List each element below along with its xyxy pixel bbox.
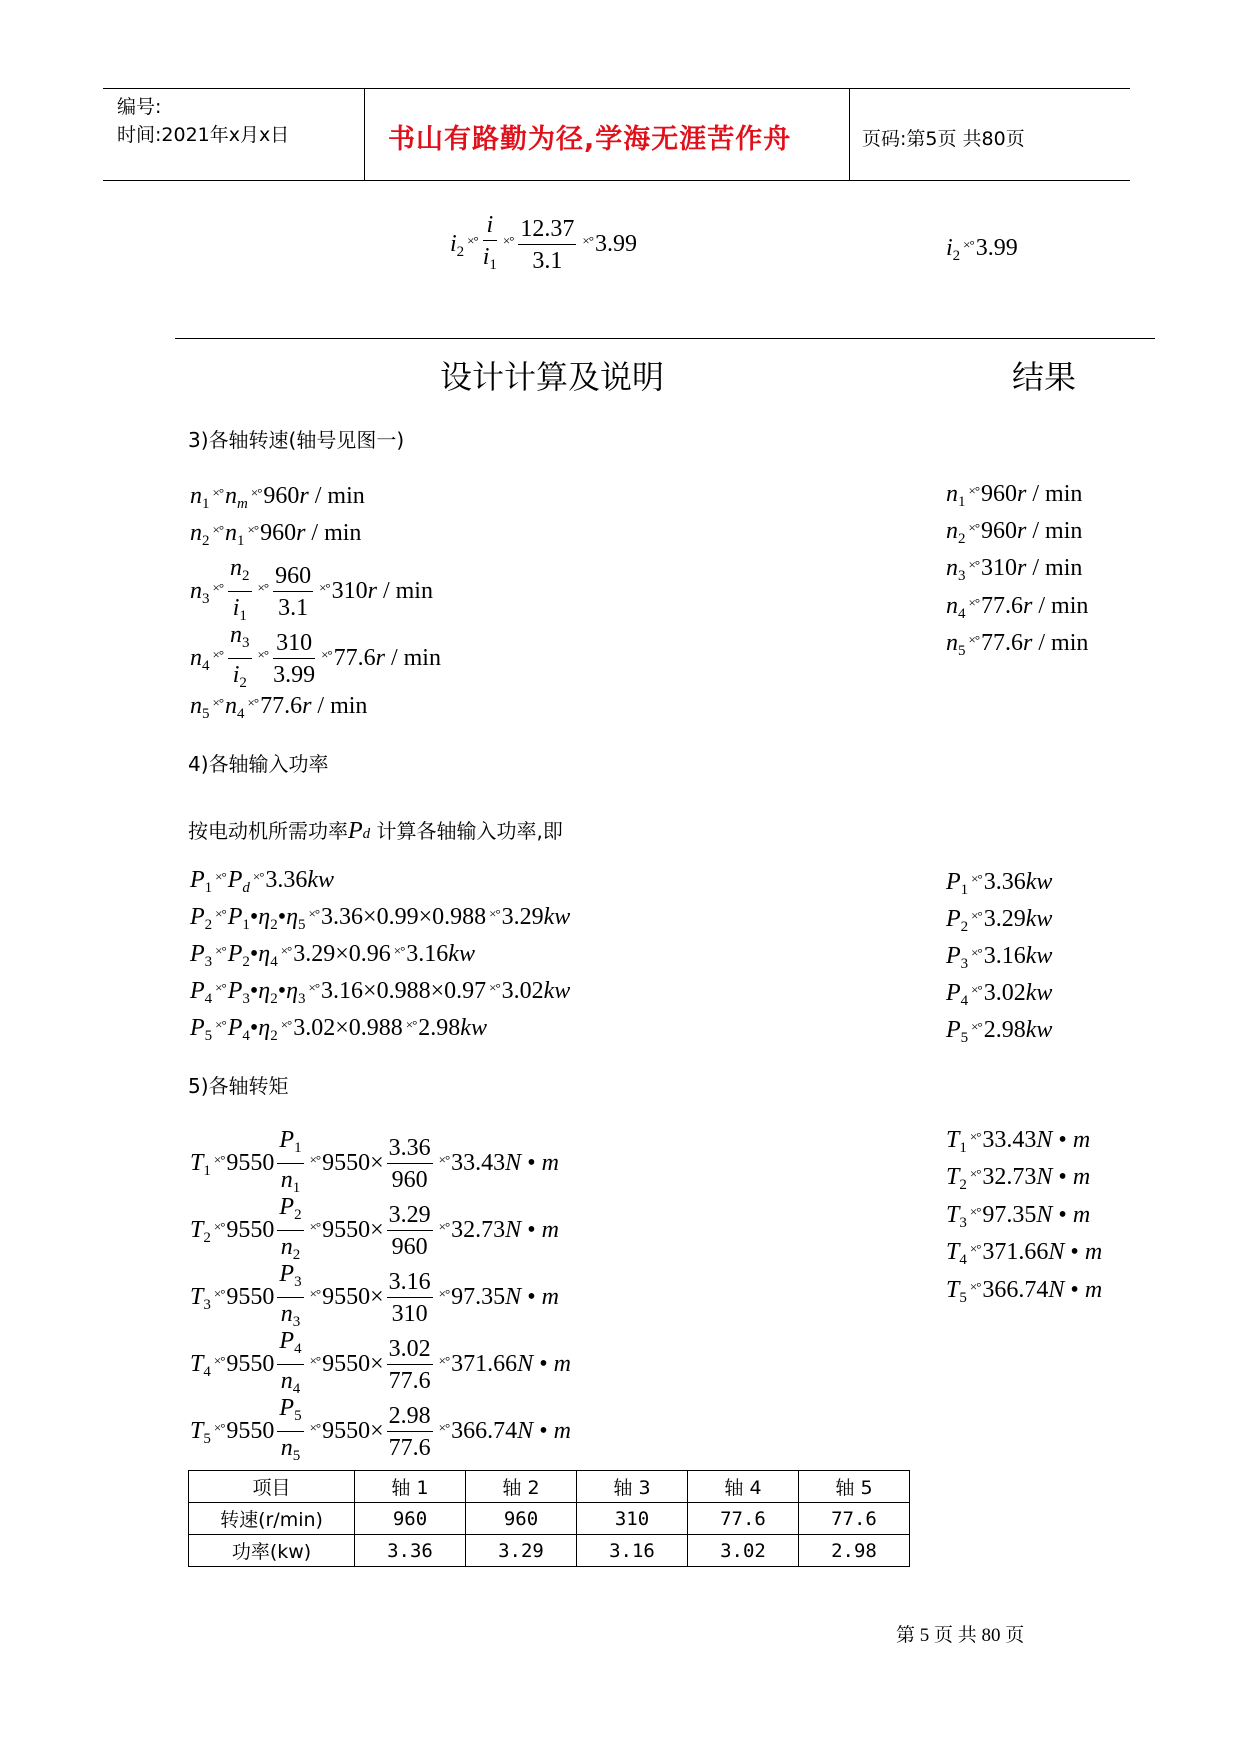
- formula-p5: $P_5^{\times^\circ}P_4•\eta_2^{\times^\circ}3.02\times 0.988$ ×°2.98kw: [190, 1015, 487, 1044]
- formula-n5: $n_5^{\times^\circ}n_4^{\times^\circ}77.6r$ / min: [190, 693, 368, 722]
- formula-t2: $T_2^{\times^\circ}9550$ $\frac{P_2}{n_2}$ ×°9550× $\frac{3.29}{960}$ ×°32.73N • m: [190, 1194, 559, 1263]
- result-t2: $T_2^{\times^\circ}32.73N$ • m: [946, 1164, 1091, 1193]
- formula-n3: $n_3^{\times^\circ}$ $\frac{n_2}{i_1}$ ×° $\frac{960}{3.1}$ ×°310r / min: [190, 555, 433, 624]
- table-header-cell: 轴 3: [577, 1471, 688, 1503]
- formula-i2: $i_2^{\times^\circ}$ $\frac{i}{i_1}$ ×° $\frac{12.37}{3.1}$ ×°3.99: [450, 212, 637, 274]
- result-t5: $T_5^{\times^\circ}366.74N$ • m: [946, 1277, 1103, 1306]
- table-header-cell: 轴 1: [355, 1471, 466, 1503]
- table-header-cell: 轴 5: [799, 1471, 910, 1503]
- result-t4: $T_4^{\times^\circ}371.66N$ • m: [946, 1239, 1103, 1268]
- formula-t3: $T_3^{\times^\circ}9550$ $\frac{P_3}{n_3}$ ×°9550× $\frac{3.16}{310}$ ×°97.35N • m: [190, 1261, 559, 1330]
- title-results: 结果: [1012, 358, 1077, 396]
- formula-p1: $P_1^{\times^\circ}P_d^{\times^\circ}3.36kw$: [190, 867, 335, 896]
- formula-n4: $n_4^{\times^\circ}$ $\frac{n_3}{i_2}$ ×° $\frac{310}{3.99}$ ×°77.6r / min: [190, 622, 441, 691]
- table-cell: 310: [577, 1503, 688, 1535]
- table-cell: 功率(kw): [189, 1535, 355, 1567]
- result-n5: $n_5^{\times^\circ}77.6r$ / min: [946, 630, 1089, 659]
- table-header-cell: 轴 2: [466, 1471, 577, 1503]
- table-cell: 2.98: [799, 1535, 910, 1567]
- result-n3: $n_3^{\times^\circ}310r$ / min: [946, 555, 1083, 584]
- result-n4: $n_4^{\times^\circ}77.6r$ / min: [946, 593, 1089, 622]
- title-design-calc: 设计计算及说明: [440, 358, 665, 396]
- section-torque-heading: 5)各轴转矩: [188, 1074, 289, 1098]
- page-number-label: 页码:第5页 共80页: [862, 128, 1025, 150]
- header-bottom-rule: [103, 180, 1130, 181]
- formula-t5: $T_5^{\times^\circ}9550$ $\frac{P_5}{n_5}$ ×°9550× $\frac{2.98}{77.6}$ ×°366.74N • m: [190, 1395, 571, 1464]
- table-row: [189, 1503, 910, 1535]
- result-p5: $P_5^{\times^\circ}2.98kw$: [946, 1017, 1053, 1046]
- header-motto: 书山有路勤为径,学海无涯苦作舟: [388, 124, 792, 155]
- formula-n2: $n_2^{\times^\circ}n_1^{\times^\circ}960r$ / min: [190, 520, 362, 549]
- table-cell: 960: [355, 1503, 466, 1535]
- result-p2: $P_2^{\times^\circ}3.29kw$: [946, 906, 1053, 935]
- header-divider-left: [364, 88, 365, 181]
- table-cell: 3.02: [688, 1535, 799, 1567]
- result-t1: $T_1^{\times^\circ}33.43N$ • m: [946, 1127, 1091, 1156]
- formula-n1: $n_1^{\times^\circ}n_m^{\times^\circ}960r$ / min: [190, 483, 365, 512]
- formula-t4: $T_4^{\times^\circ}9550$ $\frac{P_4}{n_4}$ ×°9550× $\frac{3.02}{77.6}$ ×°371.66N • m: [190, 1328, 571, 1397]
- result-n2: $n_2^{\times^\circ}960r$ / min: [946, 518, 1083, 547]
- section-power-heading: 4)各轴输入功率: [188, 752, 329, 776]
- result-p1: $P_1^{\times^\circ}3.36kw$: [946, 869, 1053, 898]
- section-rule: [175, 338, 1155, 339]
- power-note: 按电动机所需功率Pd 计算各轴输入功率,即: [188, 818, 563, 844]
- result-t3: $T_3^{\times^\circ}97.35N$ • m: [946, 1202, 1091, 1231]
- header-top-rule: [103, 88, 1130, 89]
- result-i2: $i_2^{\times^\circ}3.99$: [946, 235, 1018, 264]
- doc-number-label: 编号:: [117, 96, 162, 118]
- table-row: [189, 1535, 910, 1567]
- table-header-row: [189, 1471, 910, 1503]
- page-footer: 第 5 页 共 80 页: [896, 1625, 1025, 1646]
- formula-p2: $P_2^{\times^\circ}P_1•\eta_2•\eta_5^{\times^\circ}3.36\times 0.99\times 0.988$ ×°3.29kw: [190, 904, 571, 933]
- table-cell: 3.16: [577, 1535, 688, 1567]
- formula-t1: $T_1^{\times^\circ}9550$ $\frac{P_1}{n_1}$ ×°9550× $\frac{3.36}{960}$ ×°33.43N • m: [190, 1127, 559, 1196]
- table-cell: 960: [466, 1503, 577, 1535]
- result-n1: $n_1^{\times^\circ}960r$ / min: [946, 481, 1083, 510]
- table-header-cell: 轴 4: [688, 1471, 799, 1503]
- table-cell: 3.29: [466, 1535, 577, 1567]
- formula-p3: $P_3^{\times^\circ}P_2•\eta_4^{\times^\circ}3.29\times 0.96$ ×°3.16kw: [190, 941, 475, 970]
- result-p3: $P_3^{\times^\circ}3.16kw$: [946, 943, 1053, 972]
- header-divider-right: [849, 88, 850, 181]
- table-cell: 77.6: [688, 1503, 799, 1535]
- table-cell: 77.6: [799, 1503, 910, 1535]
- result-p4: $P_4^{\times^\circ}3.02kw$: [946, 980, 1053, 1009]
- table-cell: 3.36: [355, 1535, 466, 1567]
- section-speed-heading: 3)各轴转速(轴号见图一): [188, 428, 405, 452]
- doc-time-label: 时间:2021年x月x日: [117, 124, 290, 146]
- table-cell: 转速(r/min): [189, 1503, 355, 1535]
- summary-table: [188, 1470, 910, 1567]
- formula-p4: $P_4^{\times^\circ}P_3•\eta_2•\eta_3^{\times^\circ}3.16\times 0.988\times 0.97$ ×°3.02kw: [190, 978, 571, 1007]
- table-header-cell: 项目: [189, 1471, 355, 1503]
